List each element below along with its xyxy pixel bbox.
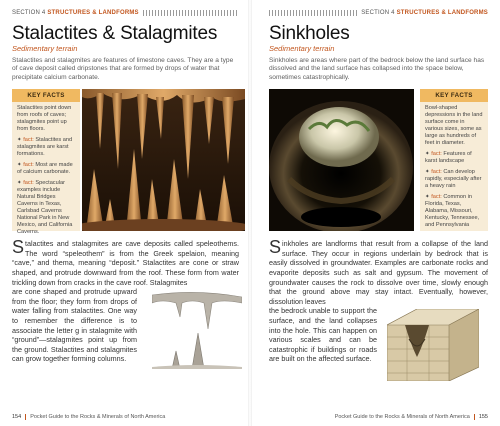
feature-block bbox=[12, 89, 239, 236]
intro-text: Stalactites and stalagmites are features of limestone caves. They are a type of cave deposit called dripstones that are formed by drops of water that precipitate calcium carbonate. bbox=[12, 57, 234, 81]
section-name: STRUCTURES & LANDFORMS bbox=[47, 10, 139, 16]
sinkhole-diagram bbox=[387, 309, 479, 381]
page-number: 154 bbox=[12, 414, 22, 420]
key-facts-heading: KEY FACTS bbox=[12, 89, 80, 102]
body-area bbox=[269, 239, 488, 364]
key-fact-item: Bowl-shaped depressions in the land surface come in various sizes, some as large as hundreds of feet in diameter. bbox=[425, 105, 483, 147]
tick-rule bbox=[143, 10, 239, 16]
page-footer bbox=[12, 414, 165, 420]
book-gutter bbox=[248, 0, 252, 426]
right-page bbox=[255, 0, 500, 426]
stalactite-cave-image bbox=[82, 89, 245, 231]
footer-divider bbox=[25, 414, 26, 420]
section-header bbox=[12, 8, 239, 18]
key-fact-item: ✦ fact: Features of karst landscape bbox=[425, 151, 472, 165]
key-facts-box bbox=[420, 89, 488, 231]
section-label: SECTION 4 STRUCTURES & LANDFORMS bbox=[12, 10, 139, 16]
body-text-narrow: the bedrock unable to support the surface, and the land collapses into the hole. This can happen on various scales and can be catastrophic if buildings or roads are built on the affected surface. bbox=[269, 306, 377, 364]
page-title: Stalactites & Stalagmites bbox=[12, 23, 218, 44]
stalactite-diagram bbox=[152, 289, 242, 369]
body-area bbox=[12, 239, 239, 364]
drop-cap: S bbox=[12, 237, 25, 258]
footer-title: Pocket Guide to the Rocks & Minerals of North America bbox=[30, 414, 166, 420]
body-text: Sinkholes are landforms that result from a collapse of the land surface. They occur in regions underlain by bedrock that is easily dissolved in groundwater. Examples are carbonate rocks and evaporite deposits such as salt and gypsum. The movement of groundwater causes the rock to dissolve over time, slowly enough that the ground above may stay intact. Eventually, however, dissolution leaves bbox=[269, 237, 488, 306]
page-subtitle: Sedimentary terrain bbox=[269, 44, 335, 53]
drop-cap: S bbox=[269, 237, 282, 258]
footer-divider bbox=[474, 414, 475, 420]
body-text: Stalactites and stalagmites are cave deposits called speleothems. The word “speleothem” is from the Greek spelaion, meaning “cave,” and thema, meaning “deposit.” Stalactites are cone or straw shaped, and protrude downward from the roof. These form from water trickling down from cracks in the cave roof. Stalagmites bbox=[12, 237, 239, 287]
sinkhole-photo bbox=[269, 89, 414, 231]
key-fact-item: ✦ fact: Spectacular examples include Natural Bridges Caverns in Texas, Carlsbad Caverns National Park in New Mexico, and California Caverns. bbox=[17, 180, 73, 236]
tick-rule bbox=[269, 10, 357, 16]
intro-text: Sinkholes are areas where part of the bedrock below the land surface has dissolved and the land surface has collapsed into the space below, sometimes catastrophically. bbox=[269, 57, 485, 81]
key-fact-item: ✦ fact: Most are made of calcium carbonate. bbox=[17, 162, 73, 176]
page-number: 155 bbox=[478, 414, 488, 420]
feature-block bbox=[269, 89, 488, 231]
left-page bbox=[0, 0, 245, 426]
section-label: SECTION 4 STRUCTURES & LANDFORMS bbox=[361, 10, 488, 16]
key-facts-heading: KEY FACTS bbox=[420, 89, 488, 102]
section-header bbox=[269, 8, 488, 18]
page-footer bbox=[335, 414, 488, 420]
key-fact-item: Stalactites point down from roofs of caves; stalagmites point up from floors. bbox=[17, 105, 72, 133]
footer-title: Pocket Guide to the Rocks & Minerals of North America bbox=[334, 414, 470, 420]
sinkhole-image bbox=[269, 89, 414, 231]
section-name: STRUCTURES & LANDFORMS bbox=[396, 10, 488, 16]
page-subtitle: Sedimentary terrain bbox=[12, 44, 78, 53]
key-facts-box bbox=[12, 89, 80, 236]
key-fact-item: ✦ fact: Stalactites and stalagmites are karst formations. bbox=[17, 137, 73, 158]
cave-photo bbox=[82, 89, 245, 231]
key-fact-item: ✦ fact: Can develop rapidly, especially after a heavy rain bbox=[425, 169, 482, 190]
body-text-narrow: are cone shaped and protrude upward from the floor; they form from drops of water falling from stalactites. One way to remember the difference is to associate the letter g in stalagmite with “ground”—stalagmites point up from the ground. Stalactites and stalagmites can grow together forming columns. bbox=[12, 287, 137, 364]
page-title: Sinkholes bbox=[269, 23, 350, 44]
key-fact-item: ✦ fact: Common in Florida, Texas, Alabama, Missouri, Kentucky, Tennessee, and Pennsylvania bbox=[425, 194, 480, 229]
